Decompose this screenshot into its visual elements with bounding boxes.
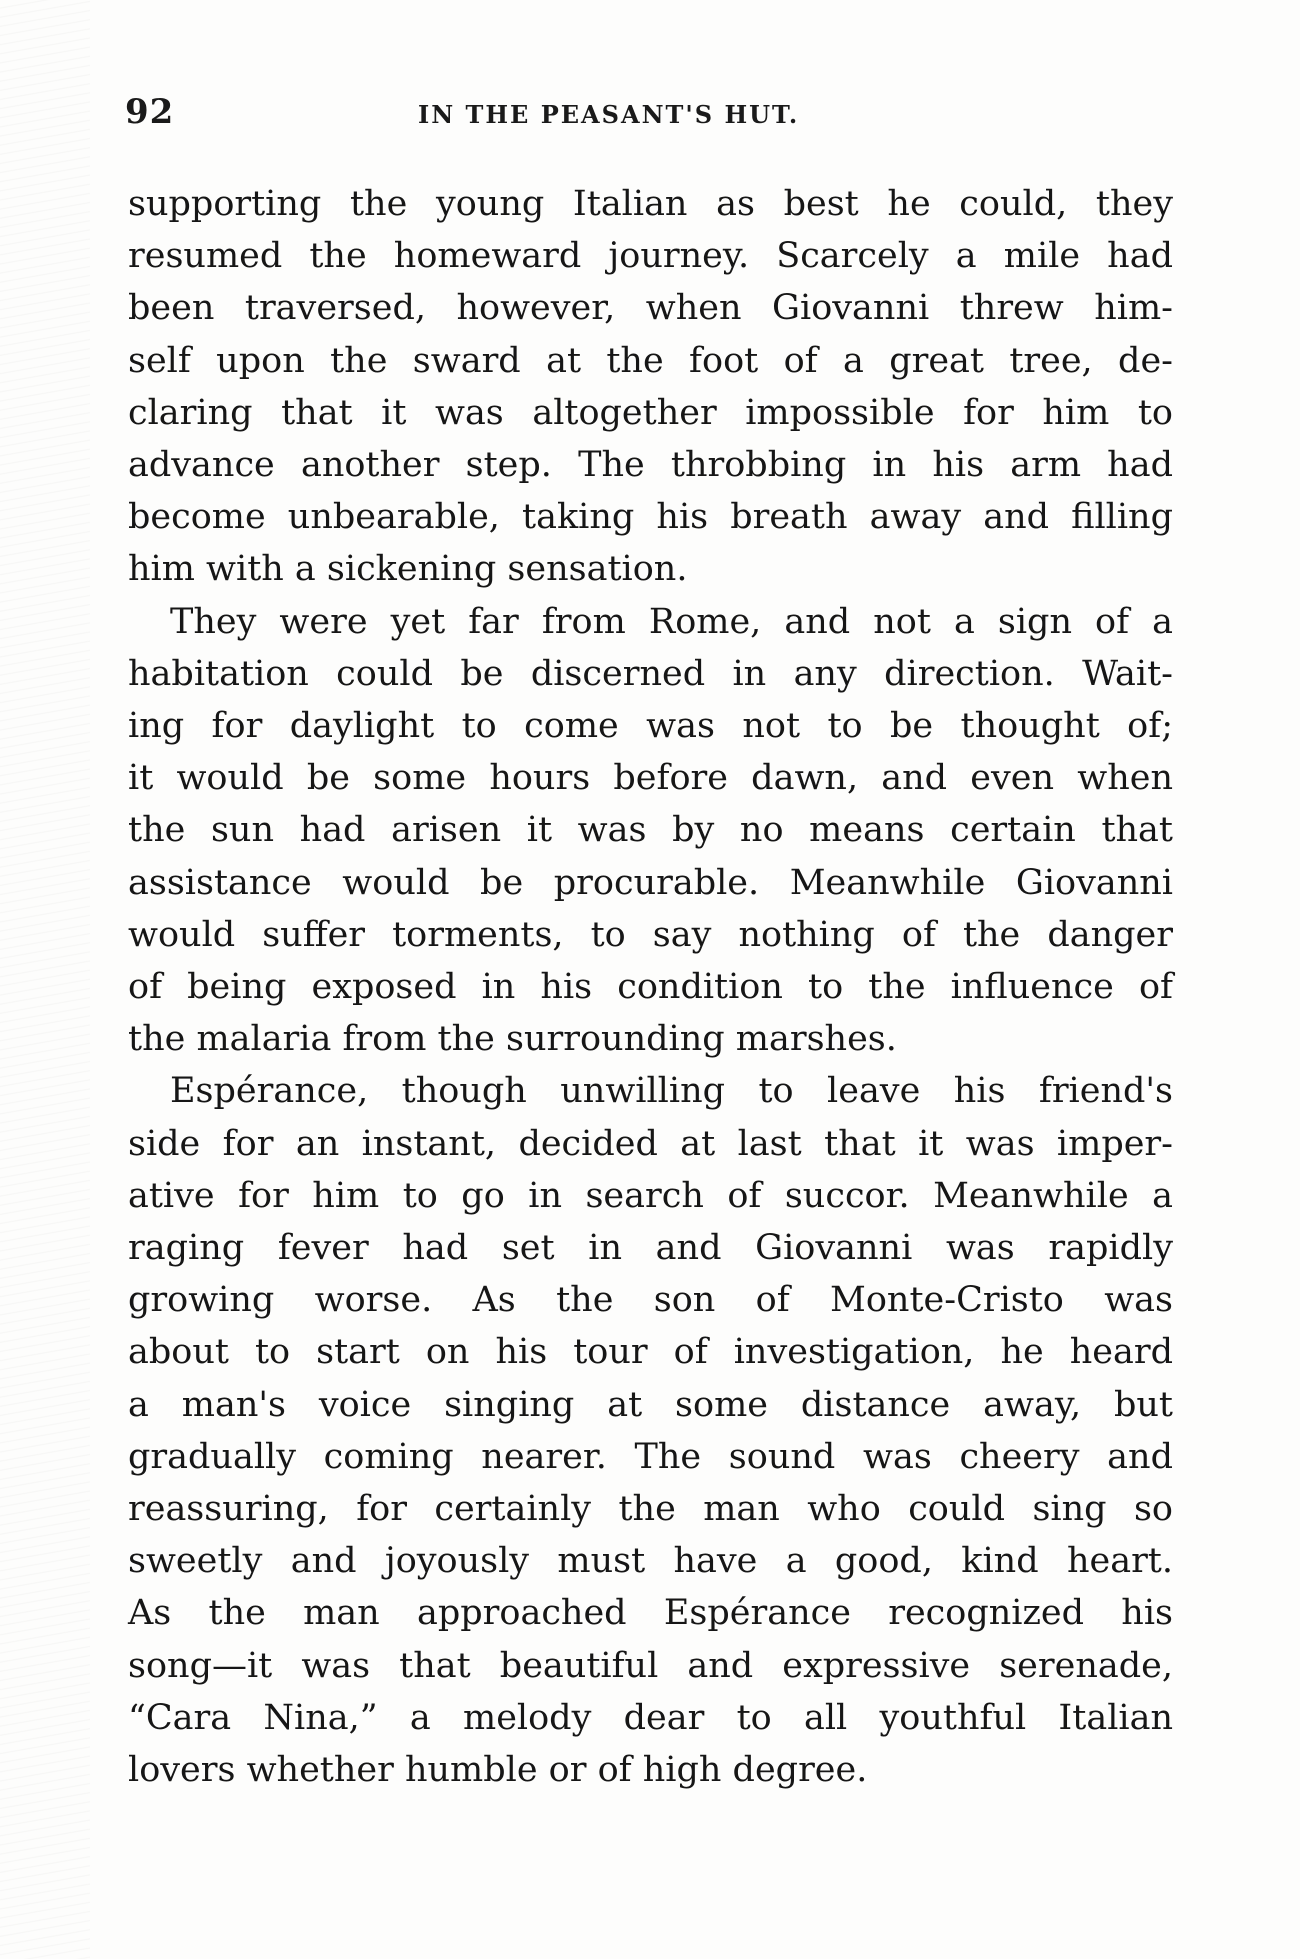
text-line: would suffer torments, to say nothing of the danger — [128, 914, 1173, 955]
text-line: been traversed, however, when Giovanni threw him- — [128, 288, 1173, 329]
text-line: song—it was that beautiful and expressive serenade, — [128, 1645, 1173, 1686]
text-line: habitation could be discerned in any direction. Wait- — [128, 653, 1173, 694]
text-line: it would be some hours before dawn, and even when — [128, 758, 1173, 799]
text-line: the sun had arisen it was by no means certain that — [128, 810, 1173, 851]
text-line: supporting the young Italian as best he could, they — [128, 184, 1173, 224]
text-line: growing worse. As the son of Monte-Cristo was — [128, 1280, 1173, 1321]
page-edge-speckle — [0, 0, 90, 1959]
text-line: advance another step. The throbbing in his arm had — [128, 445, 1173, 486]
text-line: Espérance, though unwilling to leave his friend's — [170, 1071, 1173, 1112]
text-line: reassuring, for certainly the man who could sing so — [128, 1489, 1173, 1530]
text-line: They were yet far from Rome, and not a sign of a — [170, 601, 1173, 642]
page-header — [125, 92, 1175, 142]
text-line: of being exposed in his condition to the influence of — [128, 967, 1173, 1008]
text-line: gradually coming nearer. The sound was cheery and — [128, 1436, 1173, 1477]
text-line: resumed the homeward journey. Scarcely a mile had — [128, 236, 1173, 277]
text-line: “Cara Nina,” a melody dear to all youthful Italian — [128, 1697, 1173, 1738]
body-text — [128, 178, 1173, 1796]
text-line: sweetly and joyously must have a good, kind heart. — [128, 1541, 1173, 1582]
text-line: ative for him to go in search of succor. Meanwhile a — [128, 1175, 1173, 1216]
text-line: become unbearable, taking his breath away and filling — [128, 497, 1173, 538]
text-line: claring that it was altogether impossible for him to — [128, 392, 1173, 433]
text-line: self upon the sward at the foot of a great tree, de- — [128, 340, 1173, 381]
running-head: IN THE PEASANT'S HUT. — [418, 100, 800, 129]
page-number: 92 — [125, 92, 175, 132]
text-line: about to start on his tour of investigation, he heard — [128, 1332, 1173, 1373]
text-line: side for an instant, decided at last that it was imper- — [128, 1123, 1173, 1164]
text-line: the malaria from the surrounding marshes. — [128, 1019, 897, 1060]
text-line: raging fever had set in and Giovanni was rapidly — [128, 1228, 1173, 1269]
text-line: As the man approached Espérance recognized his — [128, 1593, 1173, 1634]
text-line: a man's voice singing at some distance away, but — [128, 1384, 1173, 1425]
text-line: assistance would be procurable. Meanwhile Giovanni — [128, 862, 1173, 903]
text-line: ing for daylight to come was not to be thought of; — [128, 706, 1173, 747]
text-line: lovers whether humble or of high degree. — [128, 1750, 868, 1791]
text-line: him with a sickening sensation. — [128, 549, 688, 590]
